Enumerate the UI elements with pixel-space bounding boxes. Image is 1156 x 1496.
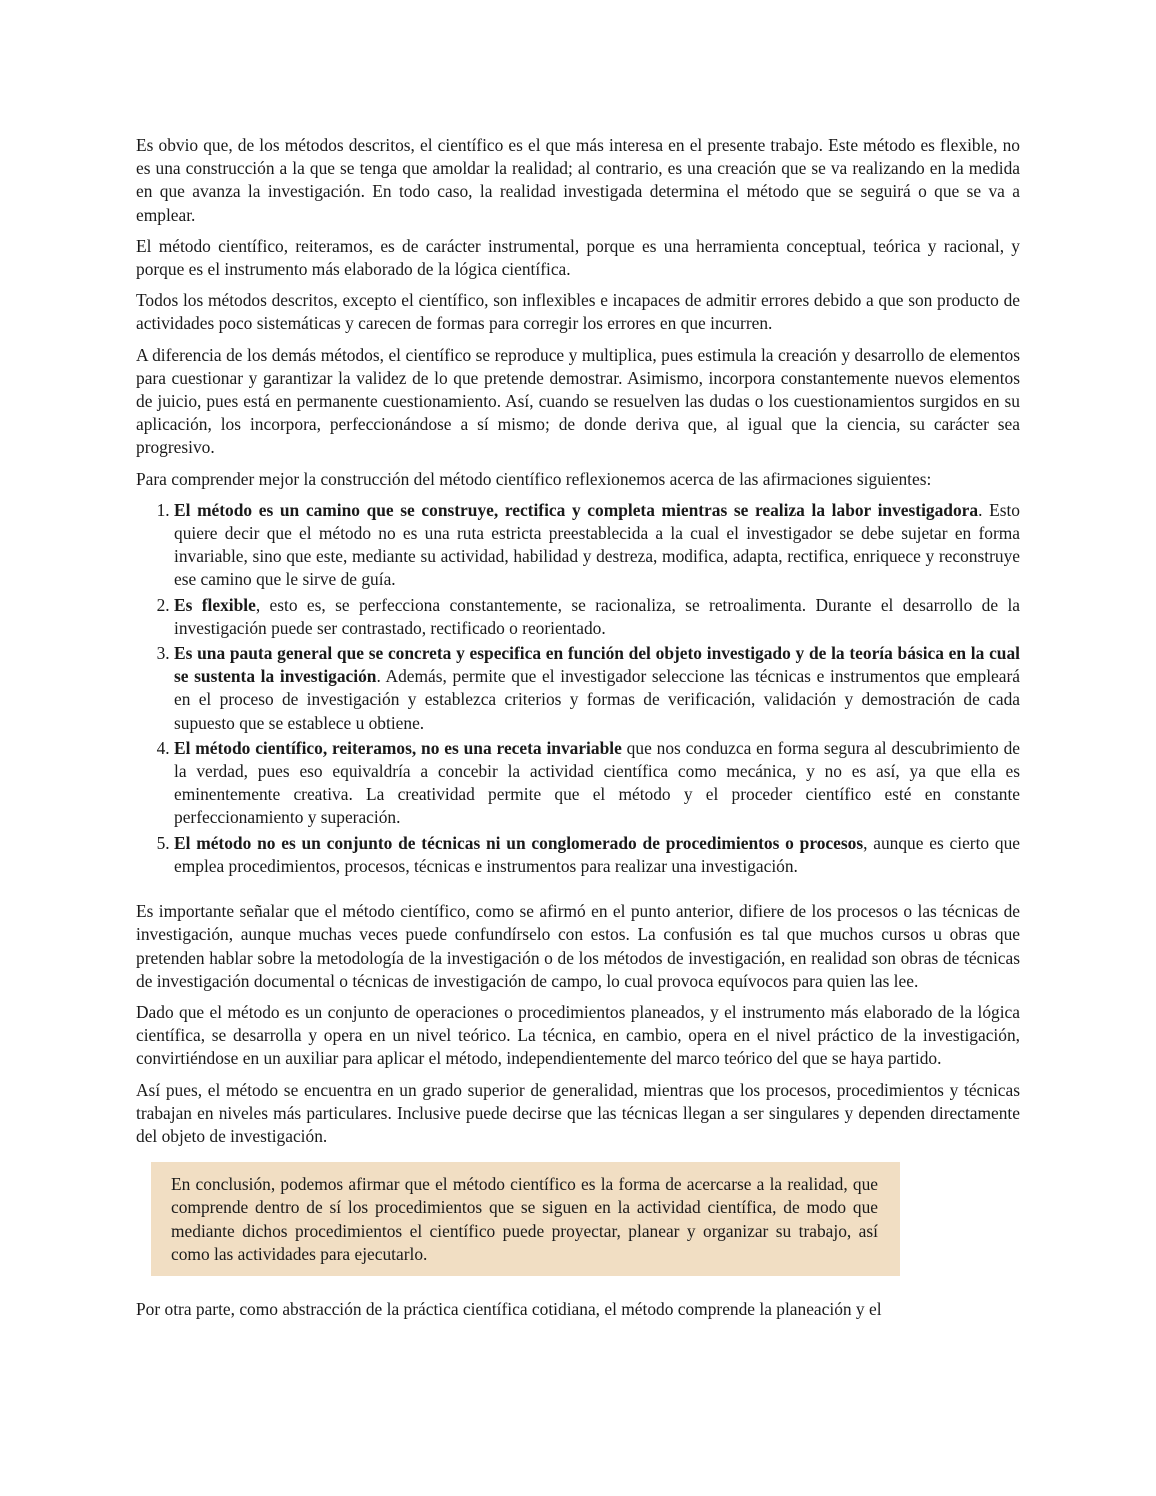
paragraph-other-methods: Todos los métodos descritos, excepto el científico, son inflexibles e incapaces de admitir errores debido a que son producto de actividades poco sistemáticas y carecen de formas para corregir los errores en que incurren. [136,290,1020,334]
paragraph-list-intro: Para comprender mejor la construcción del método científico reflexionemos acerca de las afirmaciones siguientes: [136,468,932,489]
affirmations-list [136,499,1020,878]
list-item-bold: Es flexible [174,594,256,615]
list-item-text: , esto es, se perfecciona constantemente, se racionaliza, se retroalimenta. Durante el desarrollo de la investigación puede ser contrastado, rectificado o reorientado. [174,594,1020,638]
list-item-bold: El método científico, reiteramos, no es una receta invariable [174,737,622,758]
paragraph-theoretical-level: Dado que el método es un conjunto de operaciones o procedimientos planeados, y el instrumento más elaborado de la lógica científica, se desarrolla y opera en un nivel teórico. La técnica, en cambio, opera en el nivel práctico de la investigación, convirtiéndose en un auxiliar para aplicar el método, independientemente del marco teórico del que se haya partido. [136,1001,1020,1069]
paragraph-reproduces-multiplies: A diferencia de los demás métodos, el científico se reproduce y multiplica, pues estimula la creación y desarrollo de elementos para cuestionar y garantizar la validez de lo que pretende demostrar. Asimismo, incorpora constantemente nuevos elementos de juicio, pues está en permanente cuestionamiento. Así, cuando se resuelven las dudas o los cuestionamientos surgidos en su aplicación, los incorpora, perfeccionándose a sí mismo; de donde deriva que, al igual que la ciencia, su carácter sea progresivo. [136,344,1020,458]
conclusion-callout [151,1162,900,1276]
paragraph-generality: Así pues, el método se encuentra en un grado superior de generalidad, mientras que los procesos, procedimientos y técnicas trabajan en niveles más particulares. Inclusive puede decirse que las técnicas llegan a ser singulares y dependen directamente del objeto de investigación. [136,1079,1020,1146]
list-item-text: , aunque es cierto que emplea procedimientos, procesos, técnicas e instrumentos para realizar una investigación. [174,832,1020,876]
list-item-text: . Además, permite que el investigador seleccione las técnicas e instrumentos que empleará en el proceso de investigación y establezca criterios y formas de verificación, validación y demostración de cada supuesto que se establece u obtiene. [174,666,1020,733]
list-item-bold: El método no es un conjunto de técnicas ni un conglomerado de procedimientos o procesos [174,832,864,853]
list-item [174,737,1020,830]
list-item [174,832,1020,878]
document-page [136,134,1020,1329]
paragraph-final-partial: Por otra parte, como abstracción de la práctica científica cotidiana, el método comprende la planeación y el [136,1298,882,1319]
paragraph-instrumental-character: El método científico, reiteramos, es de carácter instrumental, porque es una herramienta conceptual, teórica y racional, y porque es el instrumento más elaborado de la lógica científica. [136,235,1020,280]
list-item [174,642,1020,735]
list-item-text: que nos conduzca en forma segura al descubrimiento de la verdad, pues eso equivaldría a concebir la actividad científica como mecánica, y no es así, ya que ella es eminentemente creativa. La creatividad permite que el método y el proceder científico esté en constante perfeccionamiento y superación. [174,737,1020,828]
list-item [174,499,1020,592]
paragraph-method-vs-techniques: Es importante señalar que el método científico, como se afirmó en el punto anterior, difiere de los procesos o las técnicas de investigación, aunque muchas veces puede confundírselo con estos. La confusión es tal que muchos cursos u obras que pretenden hablar sobre la metodología de la investigación o de los métodos de investigación, en realidad son obras de técnicas de investigación documental o técnicas de investigación de campo, lo cual provoca equívocos para quien las lee. [136,901,1020,991]
list-item-bold: Es una pauta general que se concreta y especifica en función del objeto investigado y de la teoría básica en la cual se sustenta la investigación [174,643,1020,687]
list-item-bold: El método es un camino que se construye, rectifica y completa mientras se realiza la labor investigadora [174,499,979,520]
list-item [174,594,1020,640]
list-item-text: . Esto quiere decir que el método no es una ruta estricta preestablecida a la cual el investigador se debe sujetar en forma invariable, sino que este, mediante su actividad, habilidad y destreza, modifica, adapta, rectifica, enriquece y reconstruye ese camino que le sirve de guía. [174,499,1020,590]
conclusion-text: En conclusión, podemos afirmar que el método científico es la forma de acercarse a la realidad, que comprende dentro de sí los procedimientos que se siguen en la actividad científica, de modo que mediante dichos procedimientos el científico puede proyectar, planear y organizar su trabajo, así como las actividades para ejecutarlo. [171,1174,878,1264]
paragraph-scientific-method-intro: Es obvio que, de los métodos descritos, el científico es el que más interesa en el presente trabajo. Este método es flexible, no es una construcción a la que se tenga que amoldar la realidad; al contrario, es una creación que se va realizando en la medida en que avanza la investigación. En todo caso, la realidad investigada determina el método que se seguirá o que se va a emplear. [136,135,1020,225]
